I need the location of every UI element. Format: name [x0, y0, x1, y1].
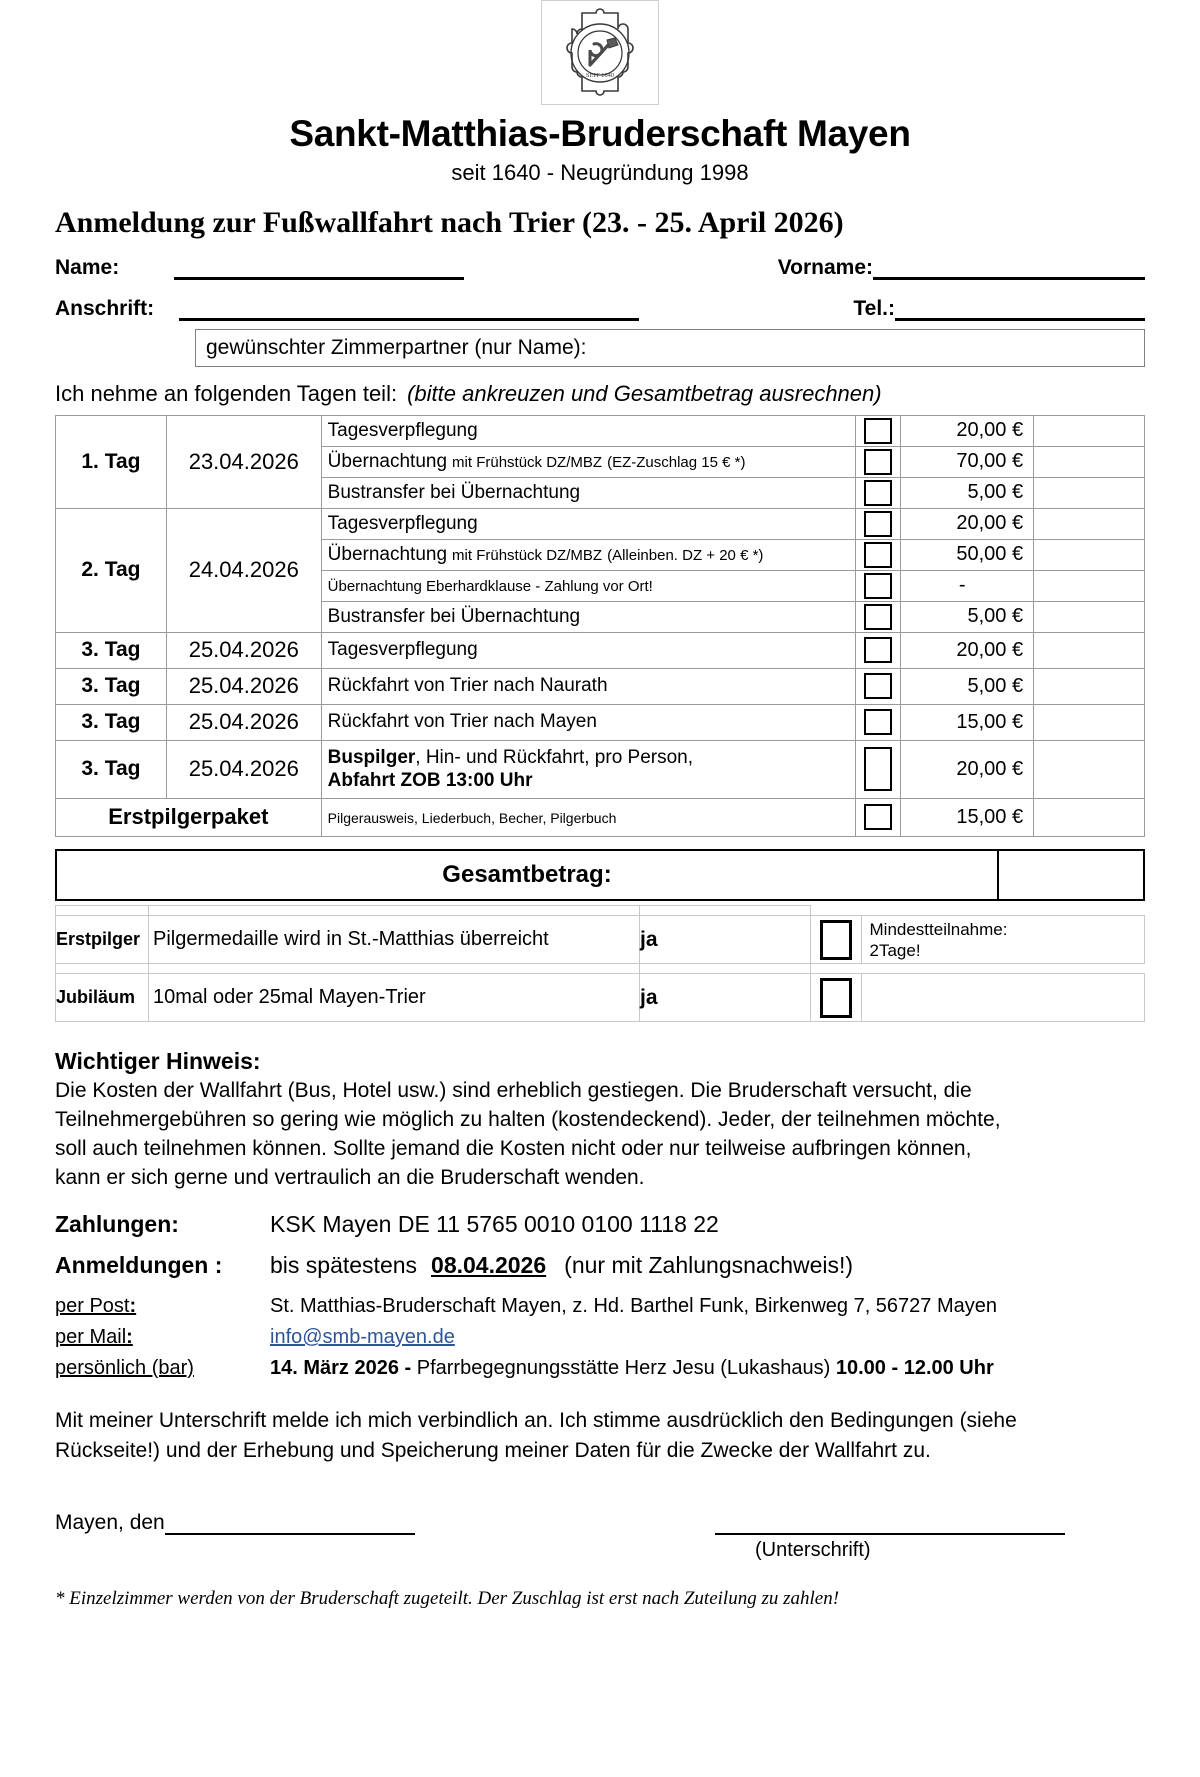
contact-post-value: St. Matthias-Bruderschaft Mayen, z. Hd. Barthel Funk, Birkenweg 7, 56727 Mayen	[270, 1295, 998, 1318]
notice-line-4: kann er sich gerne und vertraulich an die Bruderschaft wenden.	[55, 1166, 645, 1190]
tail-cell	[1034, 570, 1145, 601]
consent-line-1: Mit meiner Unterschrift melde ich mich verbindlich an. Ich stimme ausdrücklich den Bedingungen (siehe	[55, 1409, 1017, 1433]
signature-input[interactable]	[715, 1509, 1065, 1535]
tel-label: Tel.:	[853, 296, 895, 320]
price-cell: 15,00 €	[901, 704, 1034, 740]
price-cell: 20,00 €	[901, 740, 1034, 798]
desc-main: Tagesverpflegung	[327, 639, 478, 661]
erstpilger-checkbox[interactable]	[820, 920, 852, 960]
date-cell: 25.04.2026	[166, 668, 321, 704]
page-title: Sankt-Matthias-Bruderschaft Mayen	[289, 113, 911, 154]
checkbox-cell[interactable]	[856, 477, 901, 508]
notice-line-3: soll auch teilnehmen können. Sollte jemand die Kosten nicht oder nur teilweise aufbringen können,	[55, 1137, 972, 1161]
tail-cell	[1034, 415, 1145, 446]
contact-post-label	[55, 1295, 270, 1318]
anschrift-input[interactable]	[179, 296, 639, 321]
roommate-label: gewünschter Zimmerpartner (nur Name):	[206, 335, 587, 359]
table-row	[56, 704, 1145, 740]
desc-cell	[321, 632, 856, 668]
roommate-field[interactable]	[195, 329, 1145, 367]
option-checkbox[interactable]	[864, 542, 892, 568]
price-cell: 20,00 €	[901, 415, 1034, 446]
buspilger-bold: Buspilger	[327, 746, 416, 768]
price-cell: 5,00 €	[901, 668, 1034, 704]
checkbox-cell[interactable]	[811, 974, 862, 1022]
checkbox-cell[interactable]	[856, 740, 901, 798]
bank-label: Zahlungen:	[55, 1211, 179, 1238]
sep	[321, 836, 856, 846]
table-row	[56, 415, 1145, 446]
desc-main: Übernachtung	[327, 543, 448, 565]
desc-tail: (EZ-Zuschlag 15 € *)	[607, 453, 746, 471]
deadline-row	[55, 1252, 1145, 1279]
sep	[149, 964, 640, 974]
form-title: Anmeldung zur Fußwallfahrt nach Trier (23. - 25. April 2026)	[55, 205, 844, 239]
desc-main: Rückfahrt von Trier nach Naurath	[327, 675, 608, 697]
checkbox-cell[interactable]	[856, 668, 901, 704]
date-cell: 25.04.2026	[166, 740, 321, 798]
day-cell: 3. Tag	[56, 668, 167, 704]
date-cell: 24.04.2026	[166, 508, 321, 632]
extras-table	[55, 905, 1145, 1022]
notice-body	[55, 1077, 1145, 1193]
org-subtitle: seit 1640 - Neugründung 1998	[451, 159, 749, 185]
sep	[166, 836, 321, 846]
table-row-buspilger	[56, 740, 1145, 798]
price-cell: 50,00 €	[901, 539, 1034, 570]
sep	[861, 906, 1145, 916]
sep	[1034, 836, 1145, 846]
vorname-label: Vorname:	[777, 255, 873, 279]
table-row	[56, 508, 1145, 539]
extras-spacer-row	[56, 964, 1145, 974]
package-label: Erstpilgerpaket	[56, 798, 322, 836]
buspilger-rest: , Hin- und Rückfahrt, pro Person,	[415, 746, 694, 768]
contact-post-row	[55, 1295, 1145, 1318]
option-checkbox[interactable]	[864, 573, 892, 599]
contact-mail-label	[55, 1326, 270, 1349]
sep	[901, 836, 1034, 846]
bank-value: KSK Mayen DE 11 5765 0010 0100 1118 22	[270, 1211, 719, 1238]
price-cell: 20,00 €	[901, 632, 1034, 668]
desc-cell	[321, 477, 856, 508]
option-checkbox[interactable]	[864, 511, 892, 537]
desc-main: Tagesverpflegung	[327, 512, 478, 534]
extras-spacer-row	[56, 906, 1145, 916]
label-colon: :	[129, 1295, 137, 1318]
desc-small: mit Frühstück DZ/MBZ	[452, 546, 603, 564]
extras-row-erstpilger	[56, 916, 1145, 964]
label-colon: :	[126, 1326, 133, 1349]
participation-hint: (bitte ankreuzen und Gesamtbetrag ausrechnen)	[407, 380, 882, 406]
extras-row-jubilaeum	[56, 974, 1145, 1022]
deadline-post: (nur mit Zahlungsnachweis!)	[564, 1252, 854, 1279]
sep	[811, 964, 862, 974]
sep	[861, 964, 1145, 974]
desc-small: mit Frühstück DZ/MBZ	[452, 453, 603, 471]
price-cell: 15,00 €	[901, 798, 1034, 836]
tail-cell	[1034, 477, 1145, 508]
desc-cell	[321, 446, 856, 477]
tail-cell	[1034, 798, 1145, 836]
participation-lead: Ich nehme an folgenden Tagen teil:	[55, 380, 398, 406]
day-cell: 1. Tag	[56, 415, 167, 508]
deadline-date: 08.04.2026	[431, 1252, 547, 1279]
checkbox-cell[interactable]	[856, 446, 901, 477]
consent-line-2: Rückseite!) und der Erhebung und Speicherung meiner Daten für die Zwecke der Wallfahrt zu.	[55, 1438, 931, 1462]
option-checkbox[interactable]	[864, 604, 892, 630]
signature-caption: (Unterschrift)	[755, 1539, 871, 1561]
checkbox-cell[interactable]	[856, 415, 901, 446]
sep	[811, 906, 862, 916]
extras-text: 10mal oder 25mal Mayen-Trier	[149, 974, 640, 1022]
svg-text:SEIT 1640: SEIT 1640	[585, 71, 615, 79]
total-label: Gesamtbetrag:	[55, 849, 999, 901]
sep	[149, 906, 640, 916]
email-link[interactable]: info@smb-mayen.de	[270, 1326, 455, 1349]
table-row	[56, 632, 1145, 668]
total-input[interactable]	[999, 849, 1145, 901]
extras-yes-label: ja	[640, 916, 811, 964]
option-checkbox[interactable]	[864, 747, 892, 791]
day-cell: 3. Tag	[56, 740, 167, 798]
sep	[56, 964, 149, 974]
price-cell: 70,00 €	[901, 446, 1034, 477]
person-place: Pfarrbegegnungsstätte Herz Jesu (Lukashaus)	[416, 1357, 836, 1380]
desc-cell	[321, 508, 856, 539]
checkbox-cell[interactable]	[856, 632, 901, 668]
desc-main: Bustransfer bei Übernachtung	[327, 605, 581, 627]
desc-cell	[321, 668, 856, 704]
desc-cell	[321, 798, 856, 836]
table-row	[56, 668, 1145, 704]
option-checkbox[interactable]	[864, 709, 892, 735]
sep	[640, 906, 811, 916]
extras-tag: Erstpilger	[56, 916, 149, 964]
tail-cell	[1034, 668, 1145, 704]
deadline-label: Anmeldungen :	[55, 1252, 223, 1279]
signature-row	[55, 1509, 1145, 1535]
anschrift-label: Anschrift:	[55, 296, 155, 320]
consent-text	[55, 1406, 1145, 1465]
option-checkbox[interactable]	[864, 637, 892, 663]
tail-cell	[1034, 704, 1145, 740]
day-cell: 3. Tag	[56, 704, 167, 740]
price-cell: 5,00 €	[901, 601, 1034, 632]
option-checkbox[interactable]	[864, 480, 892, 506]
notice-title: Wichtiger Hinweis:	[55, 1048, 261, 1075]
contact-person-value	[270, 1357, 994, 1380]
option-checkbox[interactable]	[864, 449, 892, 475]
notice-line-2: Teilnehmergebühren so gering wie möglich zu halten (kostendeckend). Jeder, der teilnehmen möchte,	[55, 1108, 1001, 1132]
desc-main: Tagesverpflegung	[327, 419, 478, 441]
tail-cell	[1034, 508, 1145, 539]
address-row	[55, 296, 1145, 321]
tel-input[interactable]	[895, 296, 1145, 321]
extras-tag: Jubiläum	[56, 974, 149, 1022]
seal-icon	[550, 7, 650, 99]
sep	[56, 906, 149, 916]
place-date-input[interactable]	[165, 1509, 415, 1535]
tail-cell	[1034, 632, 1145, 668]
desc-cell	[321, 539, 856, 570]
sep	[640, 964, 811, 974]
desc-tail: (Alleinben. DZ + 20 € *)	[607, 546, 764, 564]
name-input[interactable]	[174, 255, 464, 280]
contact-person-row	[55, 1357, 1145, 1380]
sep	[56, 836, 167, 846]
checkbox-cell[interactable]	[856, 539, 901, 570]
options-table	[55, 415, 1145, 847]
deadline-pre: bis spätestens	[270, 1252, 418, 1279]
checkbox-cell[interactable]	[856, 570, 901, 601]
tail-cell	[1034, 601, 1145, 632]
price-cell: 5,00 €	[901, 477, 1034, 508]
date-cell: 25.04.2026	[166, 704, 321, 740]
desc-cell	[321, 704, 856, 740]
extras-note	[861, 916, 1145, 964]
person-time: 10.00 - 12.00 Uhr	[835, 1357, 994, 1380]
tail-cell	[1034, 740, 1145, 798]
extras-note-line1: Mindestteilnahme:	[869, 919, 1008, 939]
total-row	[55, 849, 1145, 901]
label-text: per Mail	[55, 1326, 127, 1349]
checkbox-cell[interactable]	[856, 704, 901, 740]
notice-line-1: Die Kosten der Wallfahrt (Bus, Hotel usw.) sind erheblich gestiegen. Die Bruderschaft versucht, die	[55, 1079, 972, 1103]
contact-person-label: persönlich (bar)	[55, 1357, 194, 1380]
bank-row	[55, 1211, 1145, 1238]
day-cell: 2. Tag	[56, 508, 167, 632]
price-cell: 20,00 €	[901, 508, 1034, 539]
price-cell: -	[901, 570, 1034, 601]
name-label: Name:	[55, 255, 120, 279]
desc-small: Pilgerausweis, Liederbuch, Becher, Pilgerbuch	[327, 809, 617, 826]
option-checkbox[interactable]	[864, 418, 892, 444]
desc-small: Übernachtung Eberhardklause - Zahlung vor Ort!	[327, 578, 653, 596]
brotherhood-seal-logo	[541, 0, 659, 105]
extras-note-line2: 2Tage!	[869, 940, 921, 960]
day-cell: 3. Tag	[56, 632, 167, 668]
jubilaeum-checkbox[interactable]	[820, 978, 852, 1018]
checkbox-cell[interactable]	[856, 798, 901, 836]
table-row-package	[56, 798, 1145, 836]
extras-note	[861, 974, 1145, 1022]
date-cell: 23.04.2026	[166, 415, 321, 508]
vorname-input[interactable]	[873, 255, 1145, 280]
table-separator-row	[56, 836, 1145, 846]
tail-cell	[1034, 539, 1145, 570]
place-label: Mayen, den	[55, 1511, 165, 1534]
checkbox-cell[interactable]	[811, 916, 862, 964]
extras-text: Pilgermedaille wird in St.-Matthias überreicht	[149, 916, 640, 964]
desc-cell	[321, 415, 856, 446]
checkbox-cell[interactable]	[856, 601, 901, 632]
person-date: 14. März 2026 -	[270, 1357, 417, 1380]
tail-cell	[1034, 446, 1145, 477]
desc-cell	[321, 740, 856, 798]
name-row	[55, 255, 1145, 280]
label-text: per Post	[55, 1295, 130, 1318]
footnote: * Einzelzimmer werden von der Bruderschaft zugeteilt. Der Zuschlag ist erst nach Zuteilung zu zahlen!	[55, 1588, 840, 1609]
desc-main: Übernachtung	[327, 450, 448, 472]
extras-yes-label: ja	[640, 974, 811, 1022]
checkbox-cell[interactable]	[856, 508, 901, 539]
desc-main: Rückfahrt von Trier nach Mayen	[327, 711, 597, 733]
contact-mail-row	[55, 1326, 1145, 1349]
option-checkbox[interactable]	[864, 804, 892, 830]
sep	[856, 836, 901, 846]
option-checkbox[interactable]	[864, 673, 892, 699]
date-cell: 25.04.2026	[166, 632, 321, 668]
desc-cell	[321, 601, 856, 632]
participation-line	[55, 381, 1145, 407]
buspilger-line2: Abfahrt ZOB 13:00 Uhr	[327, 770, 533, 792]
desc-main: Bustransfer bei Übernachtung	[327, 481, 581, 503]
desc-cell	[321, 570, 856, 601]
